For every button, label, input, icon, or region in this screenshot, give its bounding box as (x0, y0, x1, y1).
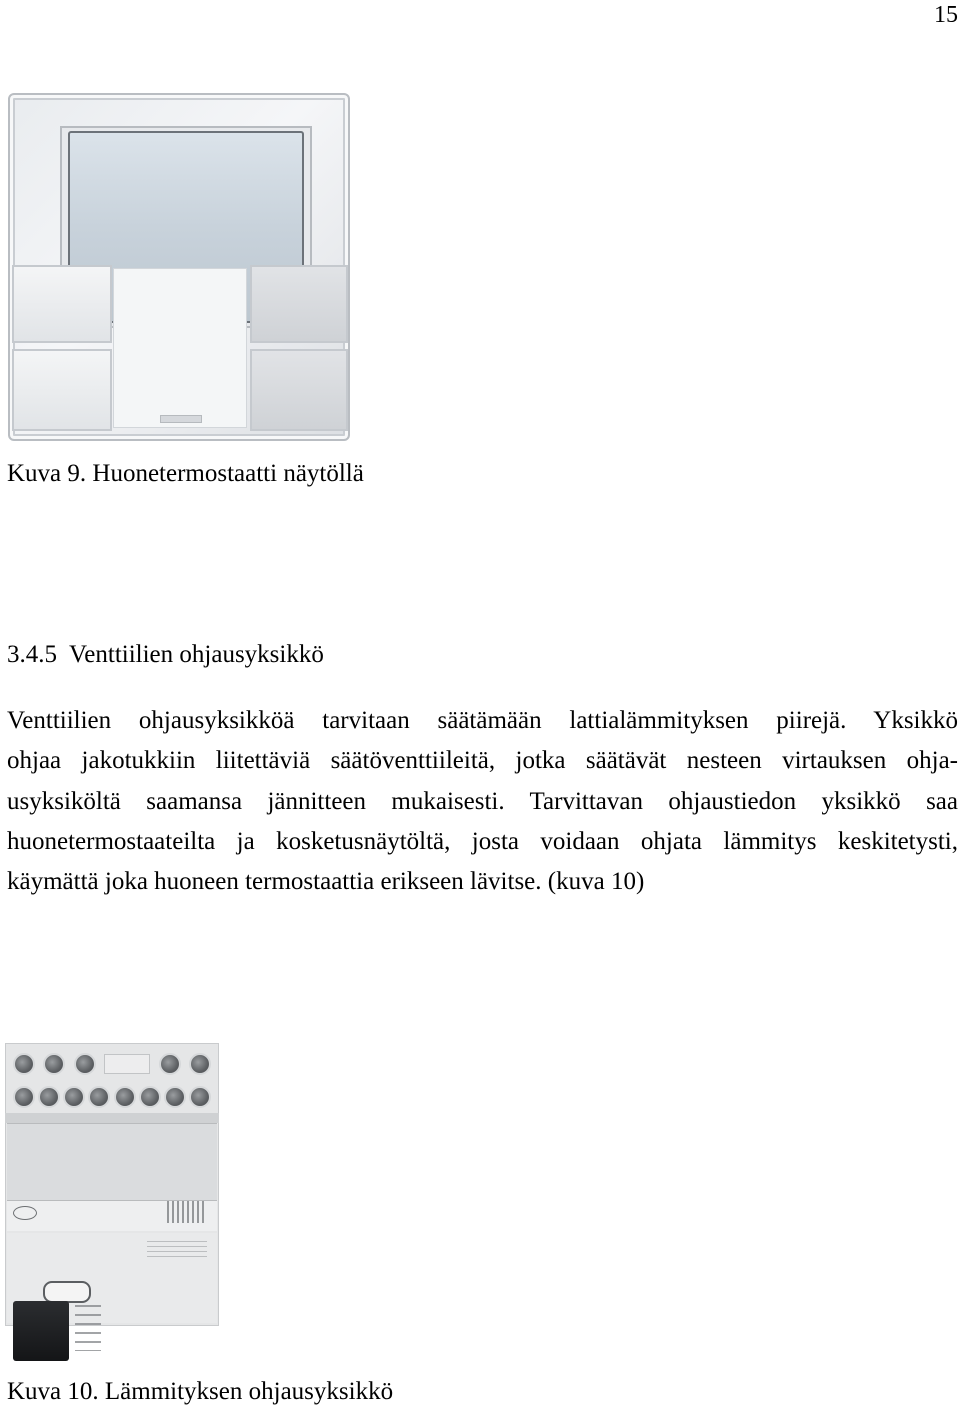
terminal-screw (114, 1086, 136, 1108)
terminal-screw (189, 1053, 211, 1075)
unit-bus-clip (43, 1281, 91, 1303)
paragraph-line: usyksiköltä saamansa jännitteen mukaisesti. Tarvittavan ohjaustiedon yksikkö saa (7, 787, 958, 815)
paragraph-line: Venttiilien ohjausyksikköä tarvitaan säätämään lattialämmityksen piirejä. Yksikkö (7, 707, 958, 734)
terminal-screw (13, 1053, 35, 1075)
thermostat-center-slot (160, 415, 202, 423)
section-heading (7, 641, 324, 669)
unit-status-leds (75, 1305, 101, 1351)
unit-bus-connector (13, 1301, 69, 1361)
unit-band (5, 1113, 219, 1123)
thermostat-button-top-left (12, 265, 112, 343)
heating-control-unit-image (5, 1043, 219, 1326)
unit-logo-left (13, 1206, 37, 1220)
terminal-screw (43, 1053, 65, 1075)
terminal-screw (38, 1086, 60, 1108)
terminal-row-second (13, 1078, 211, 1116)
paragraph-line: huonetermostaateilta ja kosketusnäytöltä, josta voidaan ohjata lämmitys keskitetysti, (7, 827, 958, 855)
unit-logo-right (167, 1201, 207, 1223)
terminal-screw (63, 1086, 85, 1108)
figure-10-caption: Kuva 10. Lämmityksen ohjausyksikkö (7, 1378, 394, 1405)
unit-label-window (104, 1054, 150, 1074)
unit-front-face (7, 1123, 217, 1201)
page-number: 15 (934, 2, 958, 28)
terminal-screw (189, 1086, 211, 1108)
terminal-screw (164, 1086, 186, 1108)
terminal-screw (139, 1086, 161, 1108)
section-title: Venttiilien ohjausyksikkö (69, 641, 324, 668)
paragraph-line: ohjaa jakotukkiin liitettäviä säätöventtiileitä, jotka säätävät nesteen virtauksen ohja- (7, 747, 958, 775)
terminal-screw (13, 1086, 35, 1108)
thermostat-button-bottom-right (250, 349, 348, 431)
paragraph-line: käymättä joka huoneen termostaattia erikseen lävitse. (kuva 10) (7, 868, 645, 896)
section-number: 3.4.5 (7, 641, 57, 668)
terminal-screw (88, 1086, 110, 1108)
thermostat-button-bottom-left (12, 349, 112, 431)
figure-9-caption: Kuva 9. Huonetermostaatti näytöllä (7, 460, 364, 487)
thermostat-button-top-right (250, 265, 348, 343)
terminal-screw (159, 1053, 181, 1075)
thermostat-center-button (113, 268, 247, 428)
unit-printed-text (147, 1241, 207, 1261)
body-paragraph (7, 701, 958, 902)
room-thermostat-image (8, 93, 350, 441)
terminal-screw (74, 1053, 96, 1075)
